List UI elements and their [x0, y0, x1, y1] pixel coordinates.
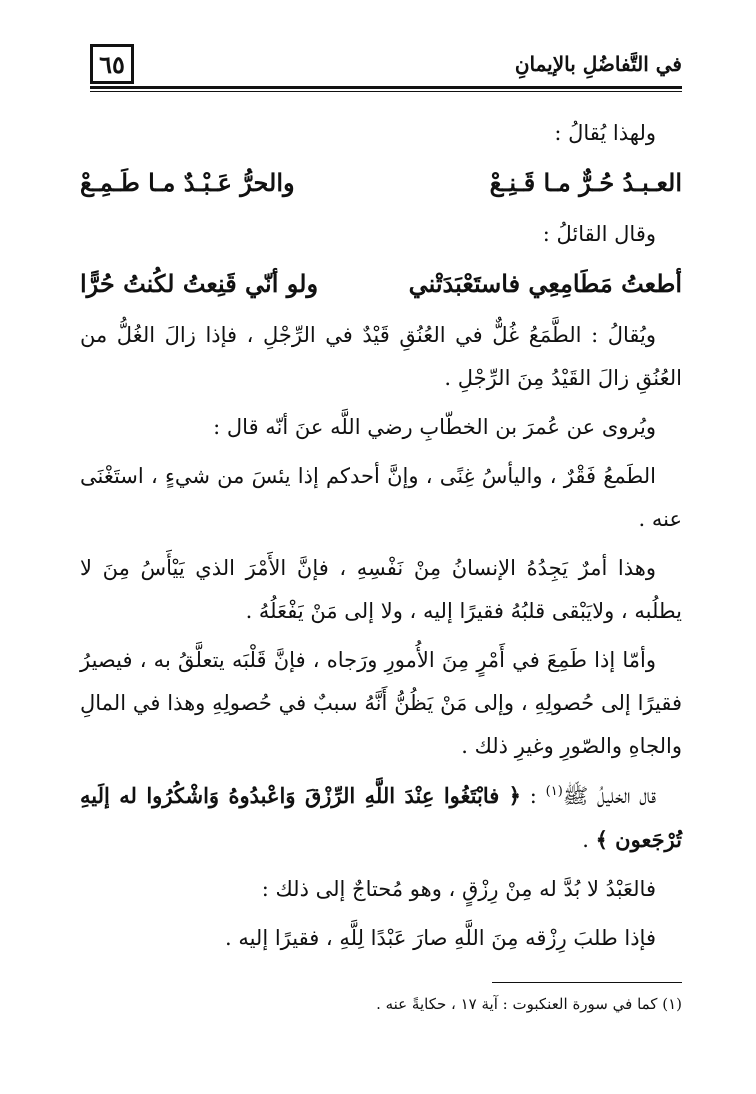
- verse-hemistich-second: والحرُّ عَـبْـدٌ مـا طَـمِـعْ: [80, 168, 295, 197]
- intro-line: وقال القائلُ :: [542, 222, 656, 246]
- paragraph: فإذا طلبَ رِزْقه مِنَ اللَّهِ صارَ عَبْدًا لِلَّهِ ، فقيرًا إليه .: [224, 926, 656, 950]
- paragraph: ويُقالُ : الطَّمَعُ غُلٌّ في العُنُقِ قَيْدٌ في الرِّجْلِ ، فإذا زالَ الغُلُّ من العُنُقِ زالَ القَيْدُ مِنَ الرِّجْلِ .: [80, 323, 682, 390]
- footnote-rule: [492, 982, 682, 983]
- footnote-ref: (١): [545, 784, 563, 799]
- quote-lead: قال الخليلُ ﷺ: [562, 784, 656, 808]
- running-title: في التَّفاضُلِ بالإيمانِ: [514, 52, 682, 76]
- verse-line: [80, 262, 682, 306]
- paragraph: ويُروى عن عُمرَ بن الخطّابِ رضي اللَّه عنَ أنّه قال :: [213, 415, 656, 439]
- paragraph: الطَمعُ فَقْرٌ ، واليأسُ غِنًى ، وإنَّ أحدكم إذا يئسَ من شيءٍ ، استَغْنَى عنه .: [80, 464, 682, 531]
- verse-hemistich-second: ولو أنّي قَنِعتُ لكُنتُ حُرًّا: [80, 269, 319, 298]
- paragraph: فالعَبْدُ لا بُدَّ له مِنْ رِزْقٍ ، وهو مُحتاجٌ إلى ذلك :: [261, 877, 656, 901]
- paragraph: [80, 774, 682, 862]
- page-number: ٦٥: [90, 44, 134, 84]
- paragraph: وأمّا إذا طَمِعَ في أَمْرٍ مِنَ الأُمورِ ورَجاه ، فإنَّ قَلْبَه يتعلَّقُ به ، فيصيرُ فقيرًا إلى حُصولِهِ ، وإلى مَنْ يَظُنُّ أَنَّهُ سببٌ في حُصولِهِ وهذا في المالِ والجاهِ والصّورِ وغيرِ ذلك .: [80, 648, 682, 758]
- page-body: [80, 112, 682, 966]
- verse-line: [80, 161, 682, 205]
- page-header: [90, 44, 682, 92]
- quote-colon: :: [521, 784, 546, 808]
- verse-hemistich-first: أطعتُ مَطَامِعِي فاستَعْبَدَتْني: [408, 269, 682, 298]
- paragraph: وهذا أمرٌ يَجِدُهُ الإنسانُ مِنْ نَفْسِهِ ، فإنَّ الأَمْرَ الذي يَيْأَسُ مِنَ لا يطلُبه ، ولايَبْقى قلبُهُ فقيرًا إليه ، ولا إلى مَنْ يَفْعَلُهُ .: [80, 556, 682, 623]
- intro-line: ولهذا يُقالُ :: [554, 121, 656, 145]
- footnote-text: (١) كما في سورة العنكبوت : آية ١٧ ، حكايةً عنه .: [376, 995, 682, 1013]
- header-rule: [90, 86, 682, 92]
- quote-end: .: [582, 828, 596, 852]
- quran-quote: ﴿ فابْتَغُوا عِنْدَ اللَّهِ الرِّزْقَ وَاعْبدُوهُ وَاشْكُرُوا له إلَيهِ تُرْجَعون ﴾: [80, 783, 682, 852]
- footnotes: [80, 982, 682, 1013]
- verse-hemistich-first: العـبـدُ حُـرٌّ مـا قَـنِـعْ: [489, 168, 682, 197]
